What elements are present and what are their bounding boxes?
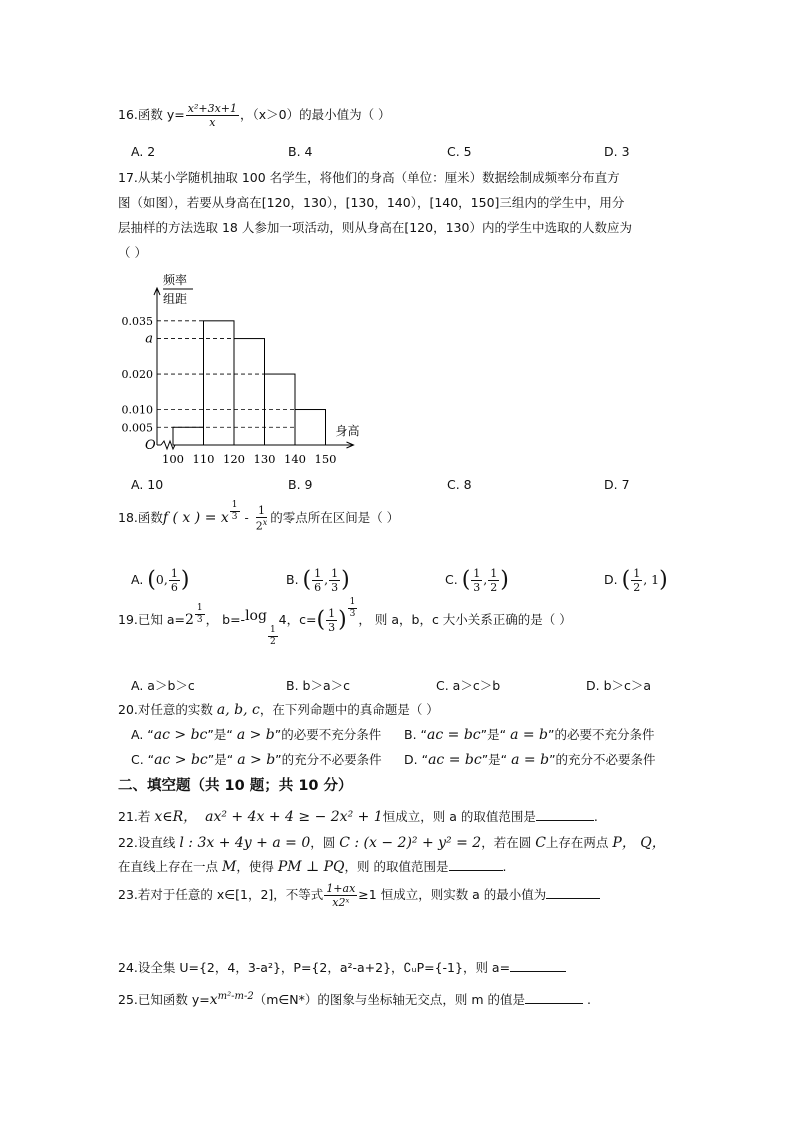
q23-answer-blank[interactable] bbox=[546, 897, 600, 899]
q17-option-c[interactable]: C. 8 bbox=[447, 477, 472, 492]
q17-line-1: 17.从某小学随机抽取 100 名学生，将他们的身高（单位：厘米）数据绘制成频率分布直方 bbox=[118, 170, 620, 185]
q22-line1-suffix: ，若在圆 bbox=[481, 835, 536, 850]
q23-fraction bbox=[324, 883, 357, 908]
y-tick-label: a bbox=[145, 331, 153, 347]
question-16 bbox=[118, 103, 391, 128]
q20-b-tail: ”的必要不充分条件 bbox=[548, 727, 655, 742]
q17-option-a[interactable]: A. 10 bbox=[131, 477, 164, 492]
q16-suffix: ，（x＞0）的最小值为（ ） bbox=[239, 107, 391, 122]
q18-b-frac1 bbox=[312, 568, 323, 593]
q19-c-exp-num: 1 bbox=[349, 597, 356, 607]
q19-a-base: 2 bbox=[185, 612, 194, 628]
q19-option-a[interactable]: A. a＞b＞c bbox=[131, 678, 195, 693]
q25-end: . bbox=[587, 992, 591, 1007]
x-tick-label: 110 bbox=[192, 452, 215, 466]
q19-a-exp-num: 1 bbox=[196, 603, 203, 613]
histogram-bar bbox=[295, 410, 326, 445]
left-paren: ( bbox=[461, 567, 471, 593]
q22-line2-mid: ，使得 bbox=[236, 859, 278, 874]
q18-c-frac2 bbox=[488, 568, 499, 593]
q16-prefix: 16.函数 y= bbox=[118, 107, 185, 122]
q20-option-a[interactable] bbox=[131, 725, 381, 743]
q21-end: . bbox=[593, 809, 598, 824]
q19-c-exp bbox=[348, 598, 358, 619]
q19-b-log: log bbox=[245, 608, 267, 624]
right-paren: ) bbox=[180, 567, 190, 593]
x-tick-label: 130 bbox=[253, 452, 276, 466]
q18-option-a[interactable] bbox=[131, 568, 189, 593]
right-paren: ) bbox=[338, 607, 347, 633]
q22-circle-label: ，圆 bbox=[310, 835, 340, 850]
q22-m-var: M bbox=[221, 859, 237, 875]
q20-a-label: A. “ bbox=[131, 727, 154, 742]
q18-a-left: 0, bbox=[155, 572, 168, 587]
q19-a-exp bbox=[195, 604, 205, 625]
q23-frac-num: 1+ax bbox=[326, 882, 356, 895]
question-22-line-1 bbox=[118, 832, 666, 852]
q17-option-b[interactable]: B. 9 bbox=[288, 477, 313, 492]
q16-frac-den: x bbox=[209, 116, 216, 129]
q25-answer-blank[interactable] bbox=[525, 1002, 583, 1004]
y-tick-label: 0.010 bbox=[121, 403, 153, 417]
x-tick-label: 140 bbox=[284, 452, 306, 466]
q18-b-num1: 1 bbox=[314, 567, 322, 580]
q22-answer-blank[interactable] bbox=[449, 869, 503, 871]
q20-a-tail: ”的必要不充分条件 bbox=[274, 727, 382, 742]
question-21 bbox=[118, 806, 598, 826]
q21-suffix: 恒成立，则 a 的取值范围是 bbox=[382, 809, 536, 824]
q18-d-num: 1 bbox=[633, 567, 641, 580]
question-22-line-2 bbox=[118, 857, 507, 875]
q16-option-d[interactable]: D. 3 bbox=[604, 144, 630, 159]
q20-option-b[interactable] bbox=[404, 725, 655, 743]
q18-prefix: 18.函数 bbox=[118, 509, 163, 525]
q20-a-p: ac > bc bbox=[153, 727, 208, 743]
question-20 bbox=[118, 700, 439, 718]
question-18 bbox=[118, 500, 400, 533]
q18-option-d[interactable] bbox=[604, 568, 668, 593]
q20-vars: a, b, c bbox=[216, 702, 260, 718]
q22-end: . bbox=[502, 859, 507, 874]
q22-prefix: 22.设直线 bbox=[118, 835, 180, 850]
q19-option-c[interactable]: C. a＞c＞b bbox=[436, 678, 501, 693]
q20-option-d[interactable] bbox=[404, 750, 656, 768]
q19-prefix: 19.已知 a= bbox=[118, 612, 185, 627]
q18-option-b[interactable] bbox=[286, 568, 350, 593]
q18-d-label: D. bbox=[604, 572, 618, 587]
q22-line-eq: l : 3x + 4y + a = 0 bbox=[179, 835, 311, 851]
q19-option-d[interactable]: D. b＞c＞a bbox=[586, 678, 652, 693]
y-tick-label: 0.005 bbox=[121, 421, 153, 435]
q18-exp-num: 1 bbox=[231, 500, 238, 510]
comma: , bbox=[483, 572, 488, 587]
q20-d-label: D. “ bbox=[404, 752, 429, 767]
q17-option-d[interactable]: D. 7 bbox=[604, 477, 630, 492]
q23-suffix: ≥1 恒成立，则实数 a 的最小值为 bbox=[358, 887, 547, 902]
q16-option-a[interactable]: A. 2 bbox=[131, 144, 156, 159]
q18-c-num2: 1 bbox=[490, 567, 498, 580]
q18-den-base: 2 bbox=[255, 519, 263, 533]
q19-c-den: 3 bbox=[328, 621, 336, 634]
q18-b-num2: 1 bbox=[331, 567, 339, 580]
q20-d-p: ac = bc bbox=[428, 752, 482, 768]
y-tick-label: 0.020 bbox=[121, 368, 153, 382]
q16-frac-num: x²+3x+1 bbox=[187, 102, 237, 115]
section-2-title: 二、填空题（共 10 题；共 10 分） bbox=[118, 778, 353, 794]
q18-option-c[interactable] bbox=[445, 568, 509, 593]
q18-a-label: A. bbox=[131, 572, 144, 587]
question-24 bbox=[118, 958, 566, 976]
q25-suffix: （m∈N*）的图象与坐标轴无交点，则 m 的值是 bbox=[253, 992, 526, 1007]
right-paren: ) bbox=[500, 567, 509, 593]
q19-suffix: ， 则 a，b，c 大小关系正确的是（ ） bbox=[358, 612, 572, 627]
q20-prefix: 20.对任意的实数 bbox=[118, 702, 217, 717]
q19-a-exp-den: 3 bbox=[196, 615, 203, 625]
q18-frac-den bbox=[254, 518, 270, 532]
q18-b-label: B. bbox=[286, 572, 299, 587]
q20-c-tail: ”的充分不必要条件 bbox=[275, 752, 382, 767]
histogram-bar bbox=[234, 339, 265, 445]
left-paren: ( bbox=[302, 567, 312, 593]
q21-prefix: 21.若 bbox=[118, 809, 155, 824]
q20-c-q: a > b bbox=[237, 752, 276, 768]
q23-prefix: 23.若对于任意的 x∈[1，2]，不等式 bbox=[118, 887, 324, 902]
q18-suffix: 的零点所在区间是（ ） bbox=[270, 509, 400, 525]
q17-line-2: 图（如图），若要从身高在[120，130），[130，140），[140，150]三组内的学生中，用分 bbox=[118, 195, 625, 210]
q20-a-q: a > b bbox=[236, 727, 275, 743]
q18-frac-num: 1 bbox=[257, 504, 265, 517]
q19-b-label: ， b=- bbox=[205, 612, 246, 627]
q22-perp: PM ⊥ PQ bbox=[277, 859, 345, 875]
q20-b-q: a = b bbox=[510, 727, 549, 743]
x-tick-label: 150 bbox=[314, 452, 337, 466]
x-label: 身高 bbox=[335, 424, 360, 438]
q20-option-c[interactable] bbox=[131, 750, 382, 768]
q19-b-sub bbox=[268, 626, 278, 647]
q22-c-var: C bbox=[535, 835, 546, 851]
q23-frac-den: x2ˣ bbox=[332, 896, 350, 909]
question-25 bbox=[118, 990, 591, 1008]
q20-c-label: C. “ bbox=[131, 752, 155, 767]
q18-den-exp: x bbox=[262, 518, 268, 527]
y-tick-label: 0.035 bbox=[121, 314, 153, 328]
q18-fraction bbox=[254, 505, 270, 532]
histogram-bar bbox=[204, 321, 235, 445]
q18-a-den: 6 bbox=[170, 581, 178, 594]
q21-answer-blank[interactable] bbox=[536, 819, 594, 821]
q19-option-b[interactable]: B. b＞a＞c bbox=[286, 678, 350, 693]
q20-c-p: ac > bc bbox=[154, 752, 208, 768]
q18-exp-den: 3 bbox=[231, 512, 238, 522]
q18-b-den2: 3 bbox=[331, 581, 339, 594]
q25-base: x bbox=[209, 992, 218, 1008]
q20-c-mid: ”是“ bbox=[207, 752, 238, 767]
right-paren: ) bbox=[341, 567, 350, 593]
q21-cond: x∈R， bbox=[154, 809, 198, 825]
q25-exponent: m²-m-2 bbox=[217, 990, 254, 1002]
q18-minus: - bbox=[240, 509, 253, 525]
q20-d-tail: ”的充分不必要条件 bbox=[549, 752, 656, 767]
q17-line-3: 层抽样的方法选取 18 人参加一项活动，则从身高在[120，130）内的学生中选取的人数应为 bbox=[118, 220, 632, 235]
q16-option-c[interactable]: C. 5 bbox=[447, 144, 472, 159]
q24-text: 24.设全集 U={2，4，3-a²}，P={2，a²-a+2}，∁ᵤP={-1}，则 a= bbox=[118, 960, 511, 975]
q20-d-mid: ”是“ bbox=[481, 752, 512, 767]
q17-line-4: （ ） bbox=[118, 245, 147, 260]
q18-c-label: C. bbox=[445, 572, 458, 587]
q19-b-arg: 4， bbox=[278, 612, 300, 627]
q20-d-q: a = b bbox=[511, 752, 550, 768]
q22-pq: P， Q， bbox=[612, 835, 666, 851]
left-paren: ( bbox=[621, 567, 631, 593]
comma: , bbox=[324, 572, 329, 587]
left-paren: ( bbox=[316, 607, 326, 633]
q19-c-frac bbox=[326, 608, 337, 633]
q19-b-sub-num: 1 bbox=[269, 625, 276, 635]
right-paren: ) bbox=[659, 567, 668, 593]
x-tick-label: 120 bbox=[223, 452, 245, 466]
q24-answer-blank[interactable] bbox=[510, 970, 566, 972]
frequency-histogram bbox=[115, 270, 375, 470]
q18-a-num: 1 bbox=[170, 567, 178, 580]
q16-fraction bbox=[186, 103, 239, 128]
x-tick-label: 100 bbox=[162, 452, 184, 466]
q18-c-den1: 3 bbox=[473, 581, 481, 594]
q21-inequality: ax² + 4x + 4 ≥ − 2x² + 1 bbox=[205, 809, 383, 825]
q20-b-label: B. “ bbox=[404, 727, 427, 742]
q18-d-frac bbox=[631, 568, 642, 593]
q20-b-p: ac = bc bbox=[427, 727, 481, 743]
q18-c-num1: 1 bbox=[473, 567, 481, 580]
q18-c-den2: 2 bbox=[490, 581, 498, 594]
q18-a-frac bbox=[169, 568, 180, 593]
q18-func-lhs: f ( x ) = x bbox=[162, 509, 229, 526]
left-paren: ( bbox=[147, 567, 156, 593]
q19-c-label: c= bbox=[299, 612, 317, 627]
q19-c-num: 1 bbox=[328, 607, 336, 620]
question-19 bbox=[118, 597, 572, 647]
q18-d-den: 2 bbox=[633, 581, 641, 594]
q25-prefix: 25.已知函数 y= bbox=[118, 992, 210, 1007]
q19-c-exp-den: 3 bbox=[349, 609, 356, 619]
q20-suffix: ，在下列命题中的真命题是（ ） bbox=[259, 702, 439, 717]
q16-option-b[interactable]: B. 4 bbox=[288, 144, 313, 159]
q22-line2-suffix: ，则 的取值范围是 bbox=[344, 859, 449, 874]
q18-b-den1: 6 bbox=[314, 581, 322, 594]
q18-c-frac1 bbox=[471, 568, 482, 593]
q18-exponent bbox=[230, 501, 240, 522]
q18-d-tail: , 1 bbox=[643, 572, 660, 587]
y-label-top: 频率 bbox=[163, 273, 188, 287]
q22-circle-eq: C : (x − 2)² + y² = 2 bbox=[339, 835, 482, 851]
q18-b-frac2 bbox=[329, 568, 340, 593]
histogram-bar bbox=[173, 427, 204, 445]
q22-line2-prefix: 在直线上存在一点 bbox=[118, 859, 222, 874]
q20-b-mid: ”是“ bbox=[480, 727, 511, 742]
q22-line1-tail: 上存在两点 bbox=[545, 835, 613, 850]
origin-label: O bbox=[145, 438, 156, 453]
y-label-bottom: 组距 bbox=[163, 292, 188, 306]
q19-b-sub-den: 2 bbox=[269, 637, 276, 647]
question-23 bbox=[118, 883, 600, 908]
q20-a-mid: ”是“ bbox=[207, 727, 237, 742]
